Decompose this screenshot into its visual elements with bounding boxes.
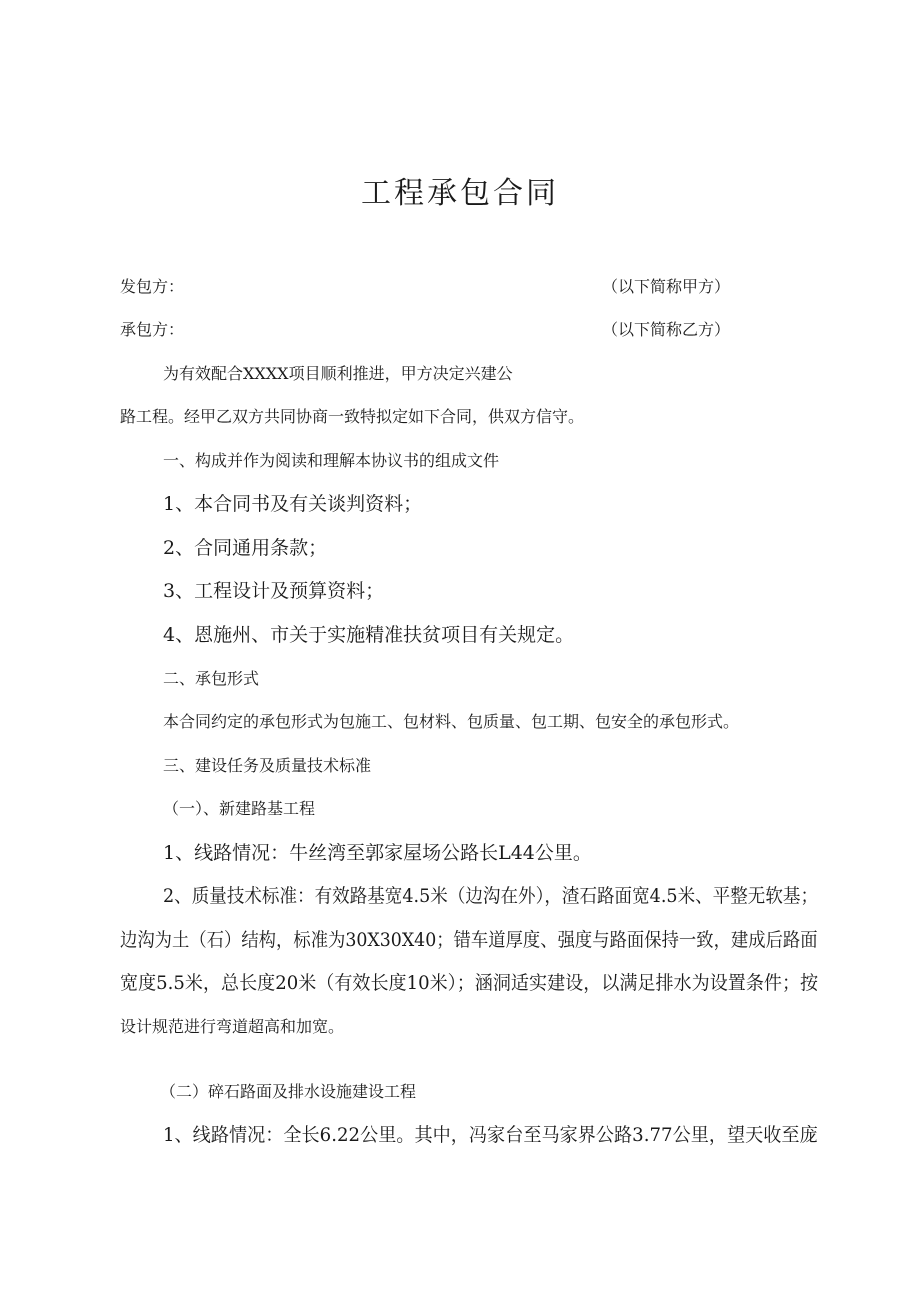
subsection-1-item-1: 1、线路情况：牛丝湾至郭家屋场公路长L44公里。 (163, 842, 592, 864)
subsection-1-item-2-line: 2、质量技术标准：有效路基宽4.5米（边沟在外），渣石路面宽4.5米、平整无软基； (163, 885, 819, 907)
intro-line-1: 为有效配合XXXX项目顺利推进，甲方决定兴建公 (163, 364, 513, 383)
intro-line-2: 路工程。经甲乙双方共同协商一致特拟定如下合同，供双方信守。 (120, 407, 585, 426)
party-a-label: 发包方： (120, 277, 185, 296)
subsection-1-heading: （一）、新建路基工程 (163, 799, 316, 818)
party-a-note: （以下简称甲方） (602, 277, 731, 296)
subsection-1-item-2-line: 设计规范进行弯道超高和加宽。 (120, 1017, 345, 1036)
party-b-label: 承包方： (120, 320, 185, 339)
section-1-item: 2、合同通用条款； (163, 537, 328, 559)
section-1-item: 1、本合同书及有关谈判资料； (163, 493, 423, 515)
section-2-heading: 二、承包形式 (163, 669, 260, 688)
section-1-item: 4、恩施州、市关于实施精准扶贫项目有关规定。 (163, 624, 575, 646)
party-b-note: （以下简称乙方） (602, 320, 731, 339)
section-3-heading: 三、建设任务及质量技术标准 (163, 756, 372, 775)
section-1-heading: 一、构成并作为阅读和理解本协议书的组成文件 (163, 451, 500, 470)
section-2-text: 本合同约定的承包形式为包施工、包材料、包质量、包工期、包安全的承包形式。 (163, 712, 740, 731)
subsection-1-item-2-line: 边沟为土（石）结构，标准为30X30X40；错车道厚度、强度与路面保持一致，建成后路面 (120, 929, 818, 951)
subsection-2-item-1: 1、线路情况：全长6.22公里。其中，冯家台至马家界公路3.77公里，望天收至庞 (163, 1124, 818, 1146)
subsection-2-heading: （二）碎石路面及排水设施建设工程 (160, 1082, 417, 1101)
document-title: 工程承包合同 (361, 176, 559, 211)
section-1-item: 3、工程设计及预算资料； (163, 580, 385, 602)
subsection-1-item-2-line: 宽度5.5米，总长度20米（有效长度10米）；涵洞适实建设，以满足排水为设置条件；按 (120, 972, 819, 994)
